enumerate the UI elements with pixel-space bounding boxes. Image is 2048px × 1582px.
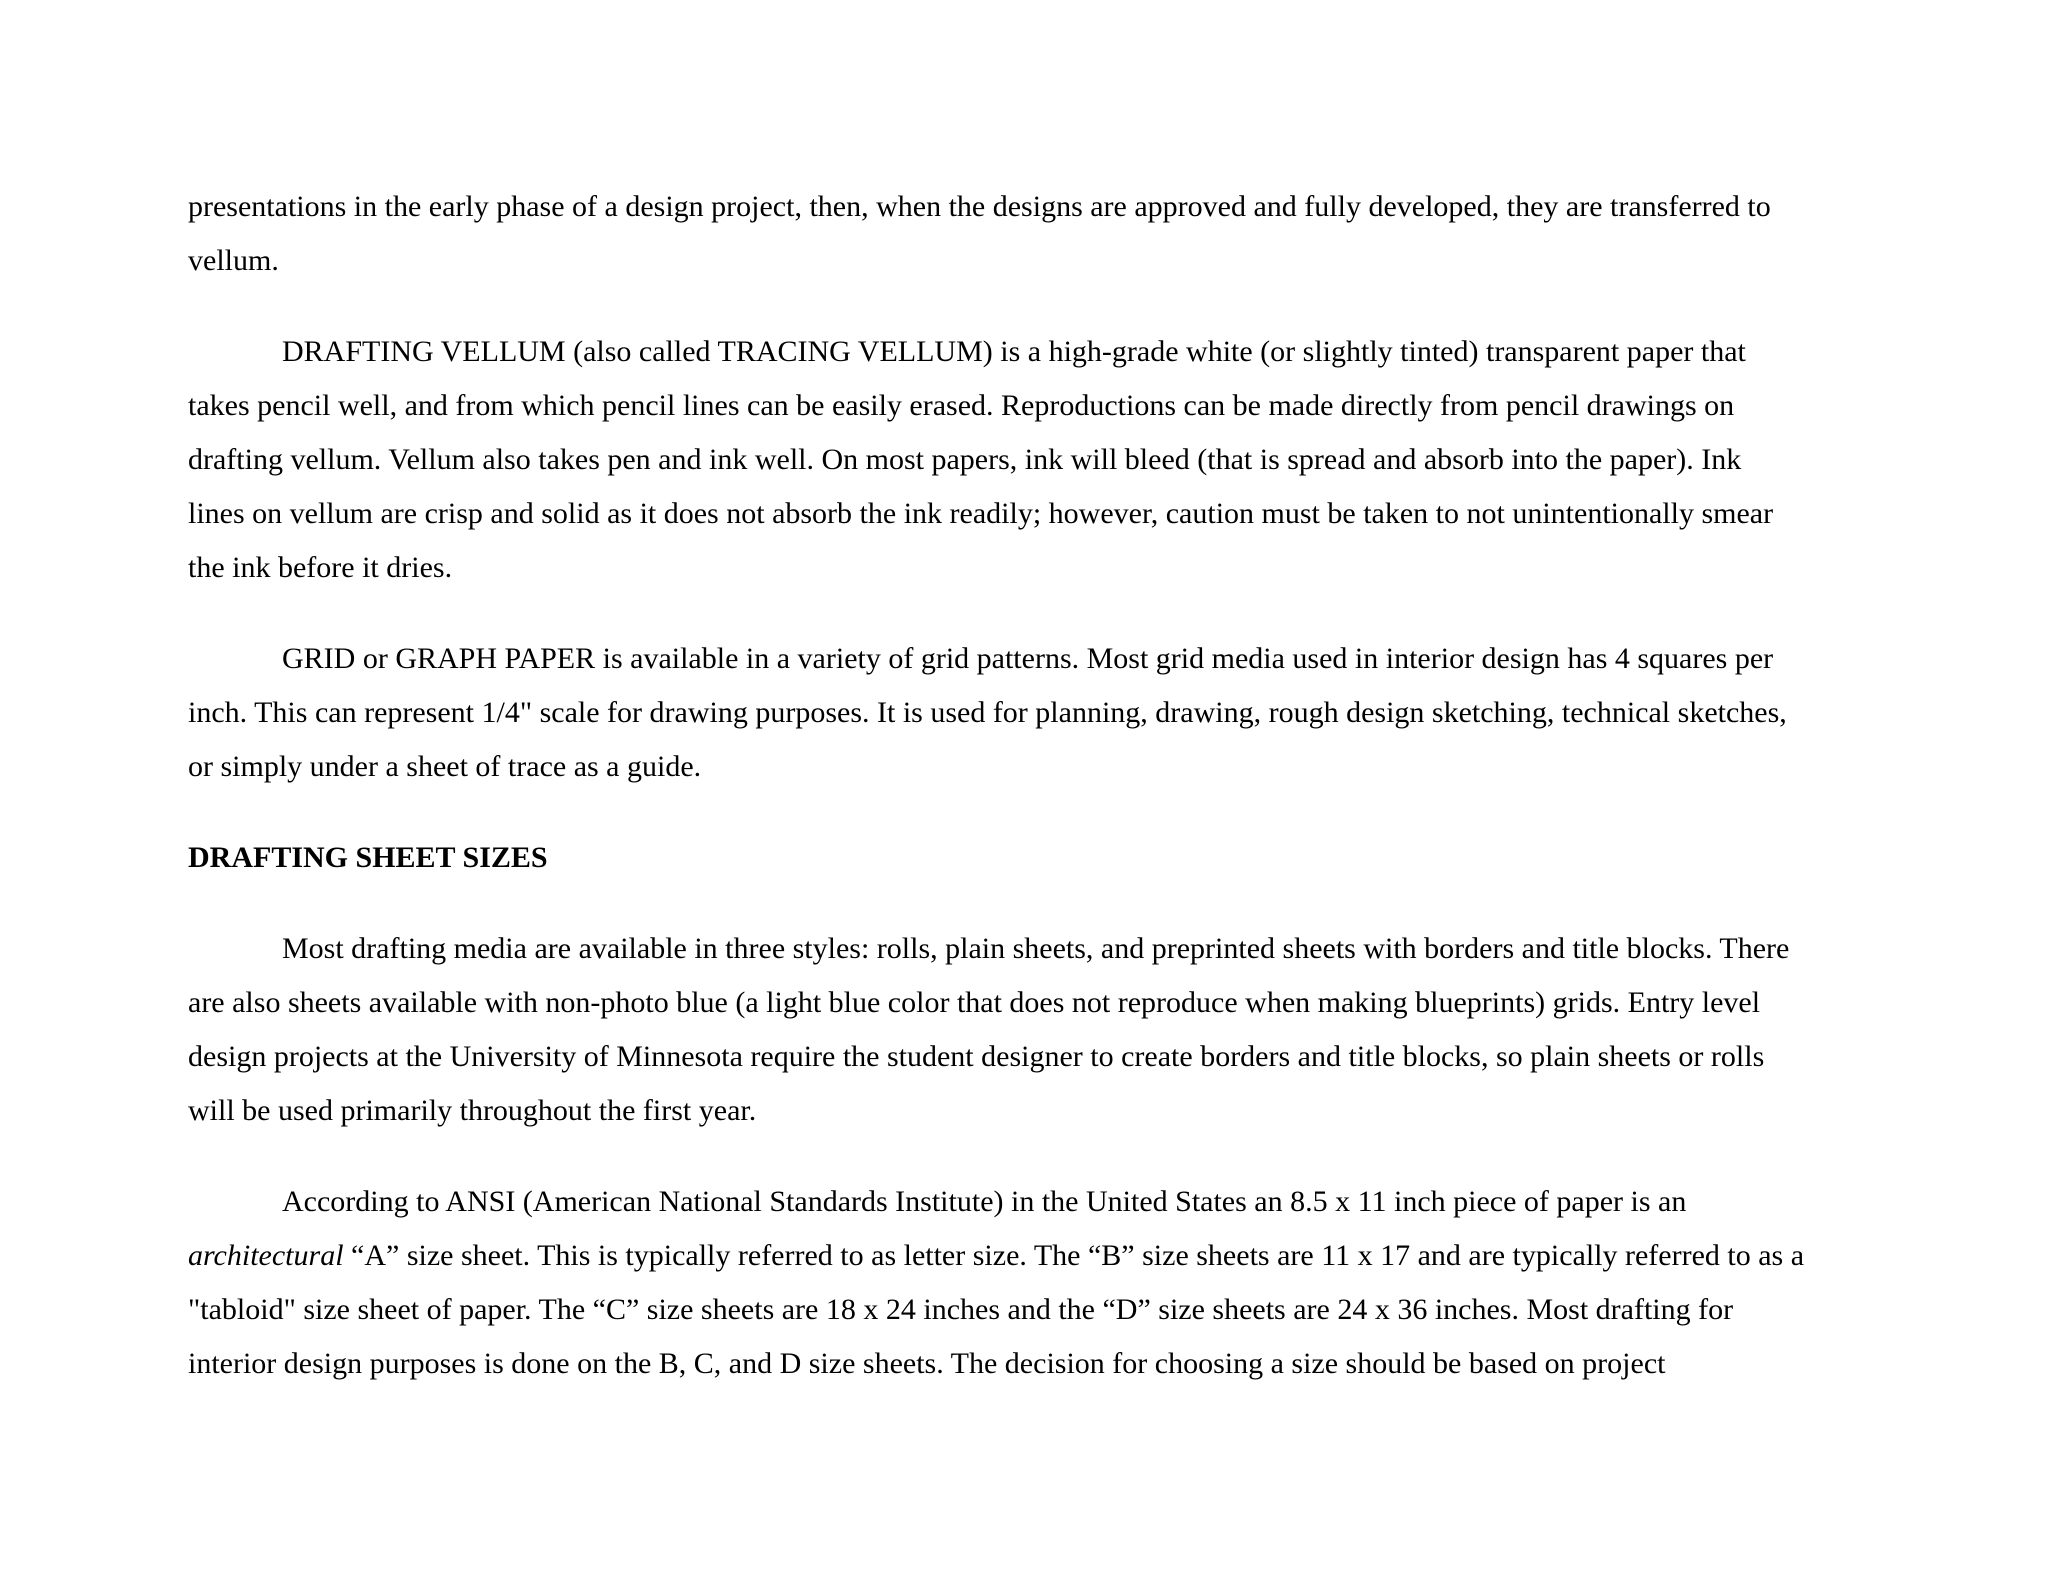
paragraph-media-line-2: are also sheets available with non-photo blue (a light blue color that does not reproduce when making blueprints) grids. Entry level bbox=[188, 986, 1761, 1019]
paragraph-media-line-4: will be used primarily throughout the first year. bbox=[188, 1094, 757, 1127]
paragraph-ansi-line-2 bbox=[188, 1229, 1804, 1283]
paragraph-media-line-3: design projects at the University of Minnesota require the student designer to create borders and title blocks, so plain sheets or rolls bbox=[188, 1040, 1765, 1073]
paragraph-media-line-1: Most drafting media are available in three styles: rolls, plain sheets, and preprinted sheets with borders and title blocks. There bbox=[282, 932, 1790, 965]
section-heading: DRAFTING SHEET SIZES bbox=[188, 841, 548, 874]
paragraph-vellum-line-4: lines on vellum are crisp and solid as it does not absorb the ink readily; however, caution must be taken to not unintentionally smear bbox=[188, 497, 1774, 530]
paragraph-grid-line-2: inch. This can represent 1/4" scale for drawing purposes. It is used for planning, drawing, rough design sketching, technical sketches, bbox=[188, 696, 1787, 729]
paragraph-ansi-line-3: "tabloid" size sheet of paper. The “C” size sheets are 18 x 24 inches and the “D” size sheets are 24 x 36 inches. Most drafting for bbox=[188, 1293, 1734, 1326]
paragraph-ansi-line-1: According to ANSI (American National Standards Institute) in the United States an 8.5 x 11 inch piece of paper is an bbox=[282, 1185, 1687, 1218]
italic-term: architectural bbox=[188, 1239, 344, 1272]
paragraph-ansi-line-4: interior design purposes is done on the B, C, and D size sheets. The decision for choosing a size should be based on project bbox=[188, 1347, 1666, 1380]
paragraph-grid-line-3: or simply under a sheet of trace as a guide. bbox=[188, 750, 702, 783]
paragraph-vellum-line-3: drafting vellum. Vellum also takes pen and ink well. On most papers, ink will bleed (that is spread and absorb into the paper). Ink bbox=[188, 443, 1742, 476]
paragraph-vellum-line-2: takes pencil well, and from which pencil lines can be easily erased. Reproductions can be made directly from pencil drawings on bbox=[188, 389, 1735, 422]
paragraph-ansi-line-2-text: “A” size sheet. This is typically referred to as letter size. The “B” size sheets are 11 x 17 and are typically referred to as a bbox=[343, 1239, 1805, 1272]
paragraph-1-line-1: presentations in the early phase of a design project, then, when the designs are approved and fully developed, they are transferred to bbox=[188, 190, 1771, 223]
paragraph-grid-line-1: GRID or GRAPH PAPER is available in a variety of grid patterns. Most grid media used in interior design has 4 squares per bbox=[282, 642, 1774, 675]
paragraph-vellum-line-1: DRAFTING VELLUM (also called TRACING VELLUM) is a high-grade white (or slightly tinted) transparent paper that bbox=[282, 335, 1746, 368]
paragraph-vellum-line-5: the ink before it dries. bbox=[188, 551, 453, 584]
paragraph-1-line-2: vellum. bbox=[188, 244, 279, 277]
